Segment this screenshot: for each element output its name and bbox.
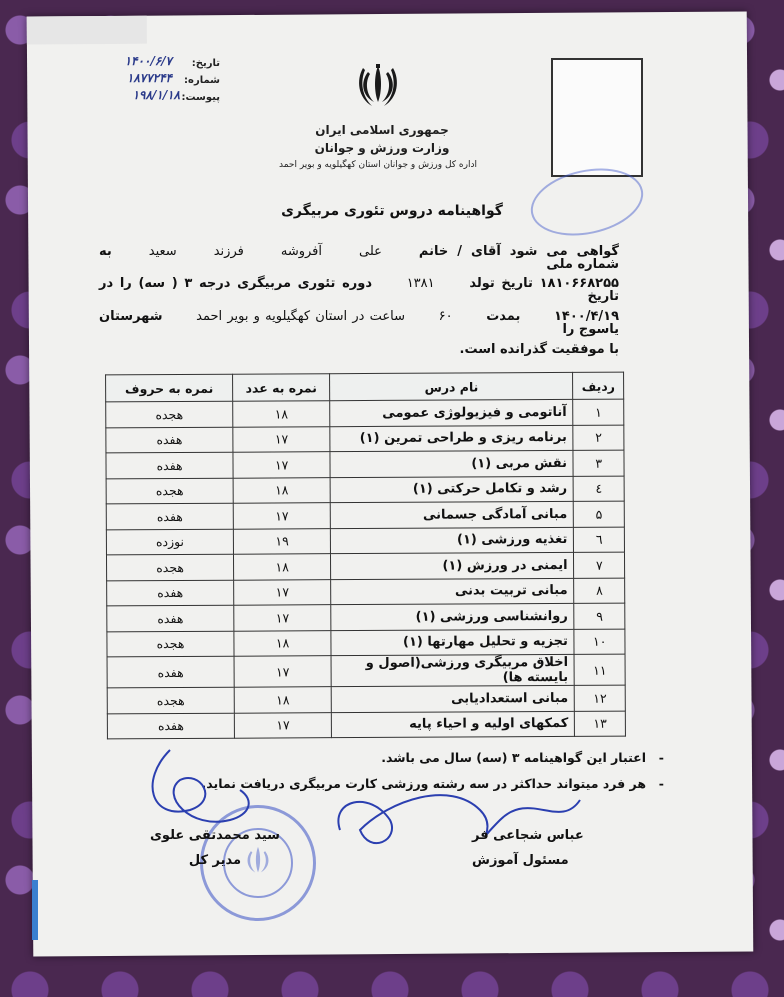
- grade-words-cell: نوزده: [106, 529, 233, 555]
- table-row: [107, 603, 625, 631]
- course-name-cell: مبانی آمادگی جسمانی: [330, 501, 573, 528]
- signatory-left: [150, 828, 280, 868]
- course-name-cell: برنامه ریزی و طراحی تمرین (۱): [330, 425, 573, 452]
- grade-number-cell: ۱۷: [234, 656, 331, 688]
- row-number-cell: ۸: [574, 578, 625, 604]
- city-text: شهرستان یاسوج را: [99, 309, 619, 337]
- grade-words-cell: هفده: [106, 427, 233, 453]
- paragraph-line-2: [99, 277, 619, 303]
- grade-words-cell: هجده: [107, 631, 234, 657]
- grade-words-cell: هجده: [106, 554, 233, 580]
- course-name-cell: رشد و تکامل حرکتی (۱): [330, 476, 573, 503]
- last-name: آفروشه: [280, 244, 322, 259]
- grade-number-cell: ۱۸: [234, 687, 331, 713]
- grade-number-cell: ۱۷: [233, 452, 330, 478]
- table-row: [107, 629, 625, 657]
- row-number-cell: ۹: [574, 603, 625, 629]
- paragraph-line-3: [99, 310, 619, 336]
- text-national-id: به شماره ملی: [99, 244, 619, 272]
- header-course-name: نام درس: [330, 372, 573, 400]
- row-number-cell: ۳: [573, 450, 624, 476]
- row-number-cell: ۱۱: [574, 654, 625, 685]
- table-row: [107, 654, 625, 688]
- grade-words-cell: هفده: [107, 580, 234, 606]
- row-number-cell: ۵: [574, 501, 625, 527]
- table-row: [106, 552, 624, 580]
- right-signatory-title: مسئول آموزش: [472, 853, 569, 868]
- grade-number-cell: ۱۷: [234, 605, 331, 631]
- course-text: دوره تئوری مربیگری درجه ۳ ( سه) را در تاریخ: [99, 276, 619, 304]
- table-row: [107, 578, 625, 606]
- org-line-1: جمهوری اسلامی ایران: [315, 123, 449, 137]
- signatory-right: [472, 828, 584, 868]
- header-grade-number: نمره به عدد: [233, 374, 330, 402]
- number-value: ۱۸۷۷۲۴۴: [126, 71, 172, 85]
- attachment-field: [80, 88, 220, 109]
- table-row: [106, 450, 624, 478]
- grade-words-cell: هجده: [106, 478, 233, 504]
- paragraph-line-4: با موفقیت گذرانده است.: [459, 342, 619, 357]
- grade-number-cell: ۱۷: [234, 712, 331, 738]
- grade-words-cell: هفده: [107, 605, 234, 631]
- table-row: [106, 527, 624, 555]
- grade-number-cell: ۱۷: [234, 579, 331, 605]
- grade-number-cell: ۱۷: [233, 426, 330, 452]
- row-number-cell: ۱۳: [575, 711, 626, 737]
- text-child-of: فرزند: [213, 244, 244, 259]
- row-number-cell: ۷: [574, 552, 625, 578]
- grade-number-cell: ۱۸: [233, 401, 330, 427]
- hours-value: ۶۰: [438, 309, 453, 324]
- right-signatory-name: عباس شجاعی فر: [472, 828, 584, 843]
- grade-words-cell: هفده: [106, 452, 233, 478]
- course-name-cell: نقش مربی (۱): [330, 450, 573, 477]
- grade-number-cell: ۱۸: [233, 477, 330, 503]
- date-value: ۱۴۰۰/۶/۷: [124, 54, 172, 68]
- table-row: [106, 501, 624, 529]
- table-row: [106, 425, 624, 453]
- paragraph-line-1: [99, 245, 619, 271]
- left-signatory-title: مدیر کل: [188, 853, 242, 868]
- course-name-cell: تجزیه و تحلیل مهارتها (۱): [331, 629, 574, 656]
- document-title: گواهینامه دروس تئوری مربیگری: [281, 203, 503, 219]
- header-fields: [80, 54, 220, 109]
- header-row-number: ردیف: [573, 372, 624, 399]
- grade-words-cell: هفده: [106, 503, 233, 529]
- course-name-cell: مبانی استعدادیابی: [331, 685, 574, 712]
- org-line-2: وزارت ورزش و جوانان: [314, 141, 450, 155]
- first-name: علی: [359, 244, 382, 259]
- grade-words-cell: هفده: [107, 713, 234, 739]
- table-row: [106, 476, 624, 504]
- row-number-cell: ۲: [573, 425, 624, 451]
- header-grade-words: نمره به حروف: [106, 374, 233, 402]
- left-signatory-name: سید محمدتقی علوی: [150, 828, 280, 843]
- row-number-cell: ٤: [574, 476, 625, 502]
- grade-words-cell: هفده: [107, 656, 234, 688]
- row-number-cell: ۱۰: [574, 629, 625, 655]
- org-line-3: اداره کل ورزش و جوانان استان کهگیلویه و بویر احمد: [278, 160, 477, 170]
- table-row: [107, 685, 625, 713]
- course-name-cell: روانشناسی ورزشی (۱): [331, 603, 574, 630]
- row-number-cell: ۱: [573, 399, 624, 425]
- course-name-cell: کمکهای اولیه و احیاء پایه: [331, 711, 574, 738]
- grade-number-cell: ۱۹: [233, 528, 330, 554]
- row-number-cell: ٦: [574, 527, 625, 553]
- course-name-cell: آناتومی و فیزیولوژی عمومی: [330, 399, 573, 426]
- province-text: ساعت در استان کهگیلویه و بویر احمد: [196, 309, 406, 324]
- iran-emblem-icon: [354, 62, 402, 110]
- photo-placeholder: [551, 58, 643, 177]
- grade-words-cell: هجده: [106, 401, 233, 427]
- course-date: ۱۴۰۰/۴/۱۹: [553, 309, 620, 324]
- note-validity: اعتبار این گواهینامه ۳ (سه) سال می باشد. -: [381, 750, 646, 765]
- course-name-cell: تغذیه ورزشی (۱): [331, 527, 574, 554]
- text-certify: گواهی می شود آقای / خانم: [418, 244, 619, 259]
- course-name-cell: مبانی تربیت بدنی: [331, 578, 574, 605]
- table-row: [106, 399, 624, 427]
- number-label: شماره:: [184, 75, 220, 86]
- table-header-row: [106, 372, 624, 402]
- row-number-cell: ۱۲: [575, 685, 626, 711]
- grade-number-cell: ۱۸: [234, 630, 331, 656]
- course-name-cell: ایمنی در ورزش (۱): [331, 552, 574, 579]
- attachment-label: پیوست:: [181, 92, 220, 103]
- course-name-cell: اخلاق مربیگری ورزشی(اصول و بایسته ها): [331, 654, 574, 686]
- grade-number-cell: ۱۸: [234, 554, 331, 580]
- date-label: تاریخ:: [191, 58, 220, 69]
- signature-left: [130, 720, 270, 840]
- grade-number-cell: ۱۷: [233, 503, 330, 529]
- father-name: سعید: [148, 244, 177, 259]
- national-id-birthdate: ۱۸۱۰۶۶۸۲۵۵ تاریخ تولد: [469, 276, 619, 291]
- grade-words-cell: هجده: [107, 687, 234, 713]
- text-duration: بمدت: [486, 309, 521, 324]
- note-max-fields: هر فرد میتواند حداکثر در سه رشته ورزشی کارت مربیگری دریافت نماید. -: [202, 776, 646, 791]
- attachment-value: ۱۹۸/۱/۱۸: [132, 88, 180, 102]
- birth-year: ۱۳۸۱: [406, 276, 435, 291]
- grades-table: [105, 372, 626, 740]
- blue-tape-left: [32, 880, 38, 940]
